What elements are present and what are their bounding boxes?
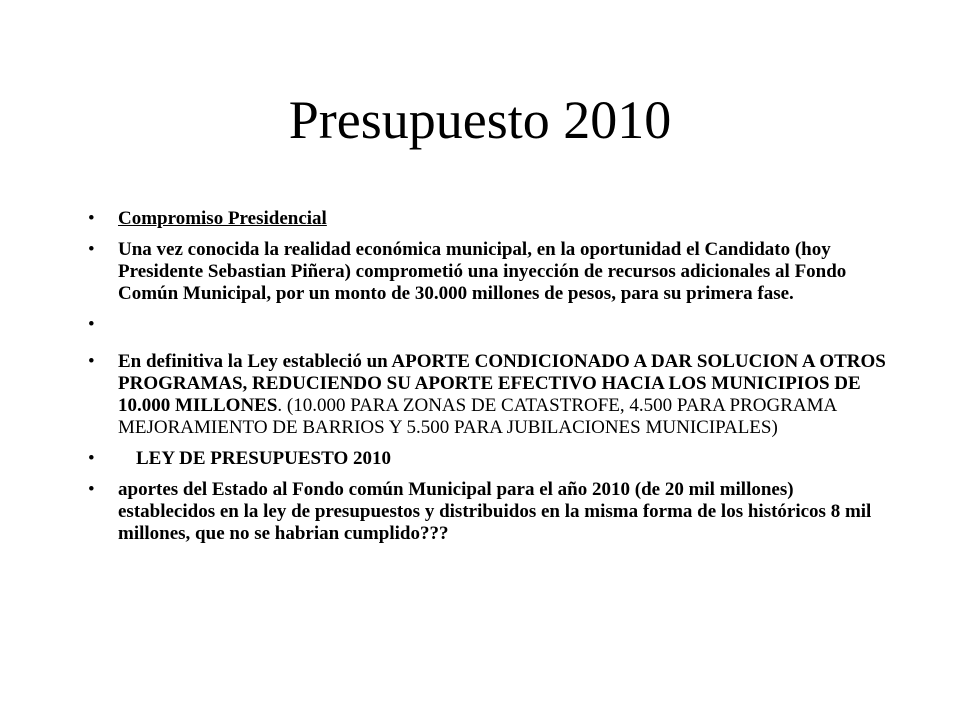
- bullet-dot: •: [88, 208, 95, 229]
- bullet-list: [88, 208, 888, 554]
- bullet-compromiso: [88, 208, 888, 230]
- bullet-dot: •: [88, 351, 95, 372]
- bullet-aportes: [88, 479, 888, 545]
- bullet-text: aportes del Estado al Fondo común Municipal para el año 2010 (de 20 mil millones) establecidos en la ley de presupuestos y distribuidos en la misma forma de los históricos 8 mil millones, que no se habrian cumplido???: [118, 479, 872, 544]
- bullet-text: LEY DE PRESUPUESTO 2010: [136, 448, 391, 469]
- bullet-empty: [88, 314, 888, 342]
- bullet-definitiva: [88, 351, 888, 439]
- bullet-text-normal: . (10.000 PARA ZONAS DE CATASTROFE, 4.500 PARA PROGRAMA MEJORAMIENTO DE BARRIOS Y 5.500 PARA JUBILACIONES MUNICIPALES): [118, 395, 837, 438]
- bullet-dot: •: [88, 314, 95, 335]
- bullet-ley-presupuesto: [88, 448, 888, 470]
- bullet-dot: •: [88, 479, 95, 500]
- bullet-text: Una vez conocida la realidad económica municipal, en la oportunidad el Candidato (hoy Presidente Sebastian Piñera) comprometió una inyección de recursos adicionales al Fondo Común Municipal, por un monto de 30.000 millones de pesos, para su primera fase.: [118, 239, 847, 304]
- slide-title: Presupuesto 2010: [288, 90, 672, 150]
- bullet-heading: Compromiso Presidencial: [118, 208, 327, 229]
- bullet-text-bold: En definitiva la Ley estableció un APORTE CONDICIONADO A DAR SOLUCION A OTROS PROGRAMAS, REDUCIENDO SU APORTE EFECTIVO HACIA LOS MUNICIPIOS DE 10.000 MILLONES: [118, 351, 886, 416]
- bullet-realidad: [88, 239, 888, 305]
- bullet-dot: •: [88, 448, 95, 469]
- bullet-dot: •: [88, 239, 95, 260]
